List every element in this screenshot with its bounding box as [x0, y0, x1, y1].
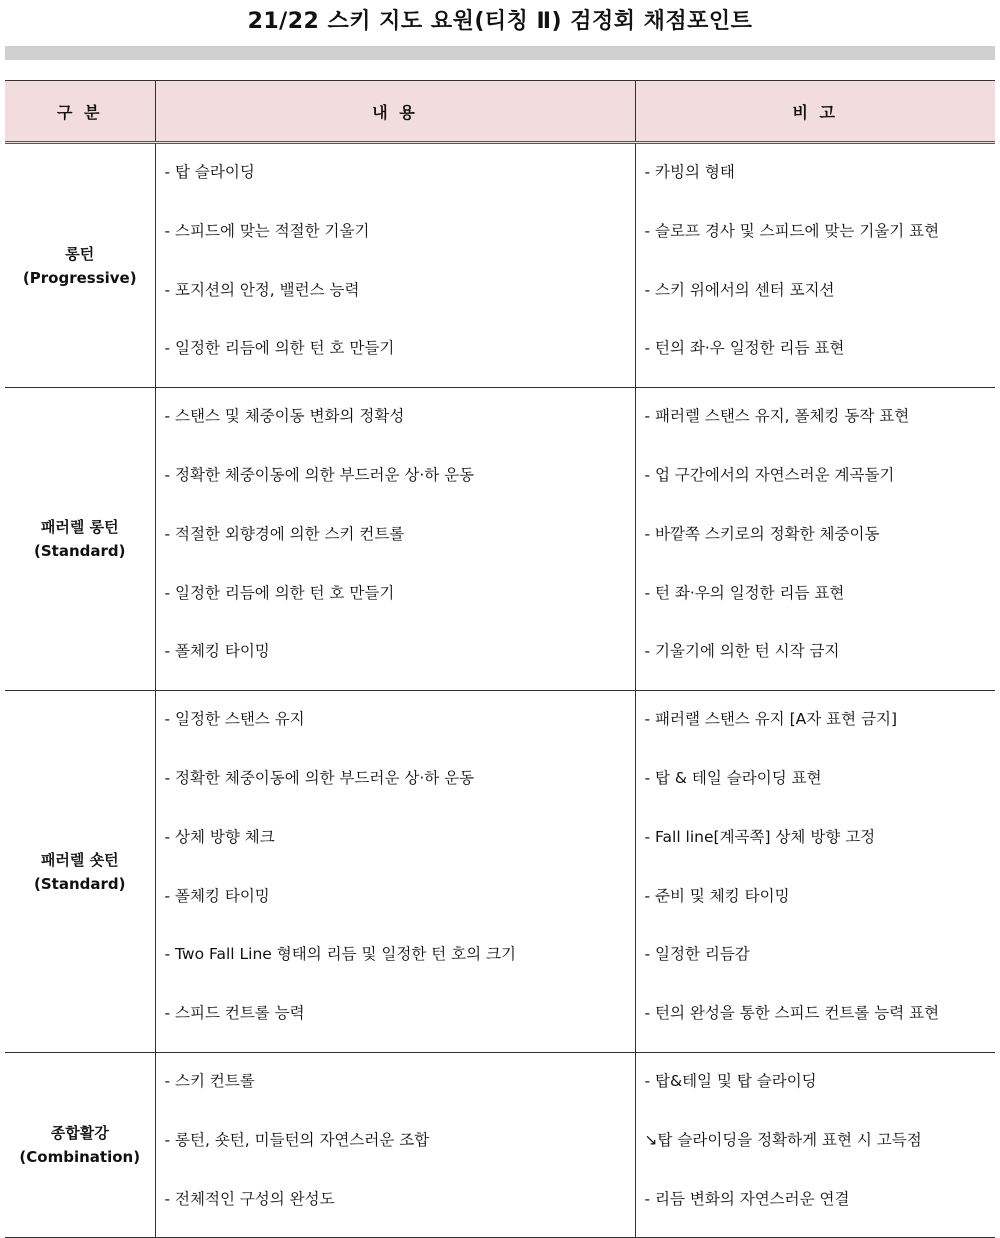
category-cell: [5, 691, 155, 1053]
scoring-table: [5, 80, 995, 1238]
list-item: - 탑 & 테일 슬라이딩 표현: [644, 768, 822, 787]
list-item: - 턴의 좌·우 일정한 리듬 표현: [644, 339, 845, 358]
list-item: - 패러렐 스탠스 유지, 폴체킹 동작 표현: [644, 407, 910, 426]
content-cell: [155, 1052, 635, 1237]
header-notes: 비 고: [635, 81, 995, 143]
notes-cell: [635, 1052, 995, 1237]
list-item: - 턴의 완성을 통한 스피드 컨트롤 능력 표현: [644, 1004, 940, 1023]
list-item: - Two Fall Line 형태의 리듬 및 일정한 턴 호의 크기: [164, 945, 516, 964]
category-cell: [5, 1052, 155, 1237]
category-sub: (Standard): [34, 542, 126, 561]
category-sub: (Standard): [34, 874, 126, 893]
table-row: [5, 143, 995, 388]
list-item: - 스키 컨트롤: [164, 1071, 255, 1090]
list-item: - 롱턴, 숏턴, 미들턴의 자연스러운 조합: [164, 1130, 430, 1149]
list-item: - 업 구간에서의 자연스러운 계곡돌기: [644, 465, 895, 484]
list-item: - 폴체킹 타이밍: [164, 642, 270, 661]
list-item: - 일정한 스탠스 유지: [164, 710, 305, 729]
category-name: 패러렐 숏턴: [40, 850, 119, 869]
list-item: - 스피드에 맞는 적절한 기울기: [164, 221, 370, 240]
category-name: 종합활강: [50, 1124, 109, 1143]
list-item: - 포지션의 안정, 밸런스 능력: [164, 280, 360, 299]
list-item: - 기울기에 의한 턴 시작 금지: [644, 642, 840, 661]
list-item: - 리듬 변화의 자연스러운 연결: [644, 1189, 850, 1208]
notes-cell: [635, 691, 995, 1053]
table-row: [5, 691, 995, 1053]
list-item: - Fall line[계곡쪽] 상체 방향 고정: [644, 827, 876, 846]
notes-cell: [635, 388, 995, 691]
list-item: - 턴 좌·우의 일정한 리듬 표현: [644, 583, 845, 602]
header-category: 구 분: [5, 81, 155, 143]
category-cell: [5, 143, 155, 388]
list-item: - 탑&테일 및 탑 슬라이딩: [644, 1071, 817, 1090]
content-cell: [155, 143, 635, 388]
list-item: - 적절한 외향경에 의한 스키 컨트롤: [164, 524, 405, 543]
list-item: - 상체 방향 체크: [164, 827, 275, 846]
list-item: - 탑 슬라이딩: [164, 163, 255, 181]
table-row: [5, 388, 995, 691]
category-sub: (Combination): [19, 1148, 141, 1167]
table-header-row: [5, 81, 995, 143]
list-item: - 스피드 컨트롤 능력: [164, 1004, 305, 1023]
category-sub: (Progressive): [22, 268, 137, 287]
list-item: - 패러랠 스탠스 유지 [A자 표현 금지]: [644, 710, 898, 729]
list-item: - 폴체킹 타이밍: [164, 886, 270, 905]
list-item: - 준비 및 체킹 타이밍: [644, 886, 790, 905]
category-cell: [5, 388, 155, 691]
list-item: - 스탠스 및 체중이동 변화의 정확성: [164, 407, 405, 426]
title-divider-bar: [5, 46, 995, 60]
category-name: 롱턴: [65, 244, 95, 263]
page-title: 21/22 스키 지도 요원(티칭 Ⅱ) 검정회 채점포인트: [247, 9, 753, 34]
list-item: - 바깥쪽 스키로의 정확한 체중이동: [644, 524, 880, 543]
list-item: - 일정한 리듬감: [644, 945, 750, 964]
table-row: [5, 1052, 995, 1237]
list-item: - 정확한 체중이동에 의한 부드러운 상·하 운동: [164, 465, 475, 484]
content-cell: [155, 691, 635, 1053]
category-name: 패러렐 롱턴: [40, 518, 119, 537]
list-item: - 정확한 체중이동에 의한 부드러운 상·하 운동: [164, 768, 475, 787]
list-item: - 전체적인 구성의 완성도: [164, 1189, 335, 1208]
header-content: 내 용: [155, 81, 635, 143]
list-item: ↘탑 슬라이딩을 정확하게 표현 시 고득점: [644, 1130, 922, 1149]
list-item: - 일정한 리듬에 의한 턴 호 만들기: [164, 583, 395, 602]
list-item: - 카빙의 형태: [644, 163, 735, 181]
list-item: - 스키 위에서의 센터 포지션: [644, 280, 835, 299]
notes-cell: [635, 143, 995, 388]
list-item: - 일정한 리듬에 의한 턴 호 만들기: [164, 339, 395, 358]
content-cell: [155, 388, 635, 691]
list-item: - 슬로프 경사 및 스피드에 맞는 기울기 표현: [644, 221, 940, 240]
